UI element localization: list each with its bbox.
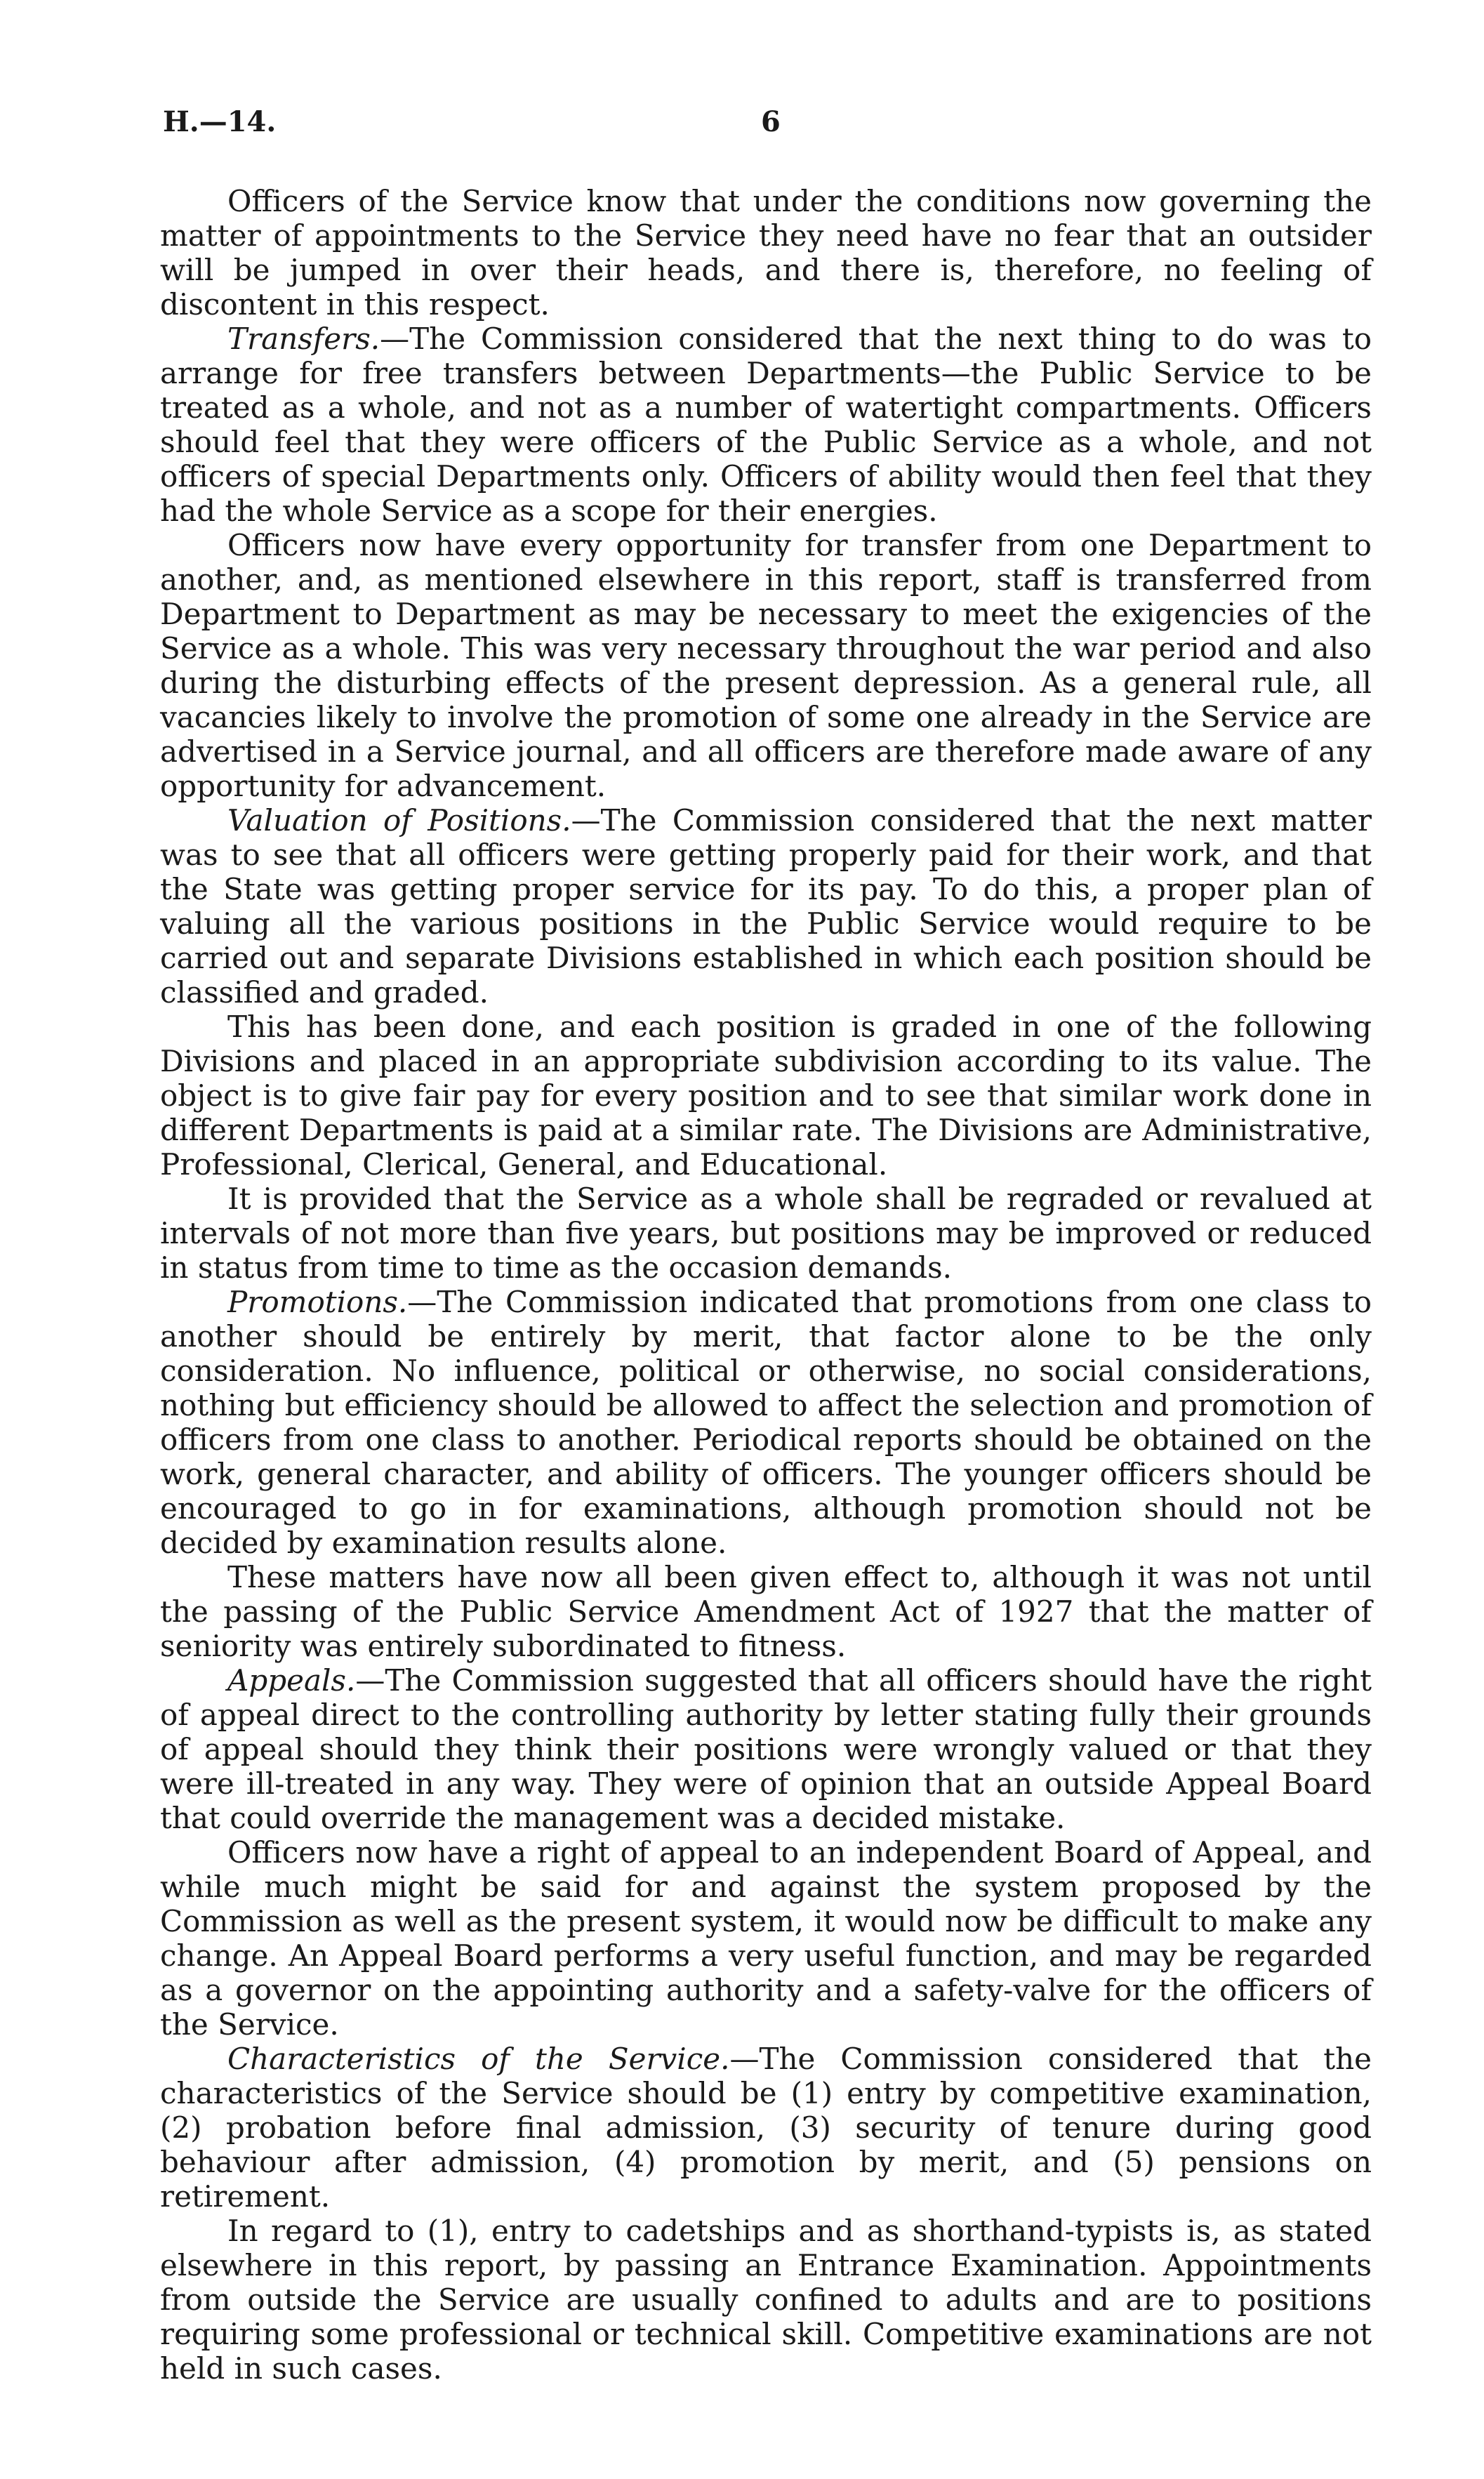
paragraph-heading: Appeals. (227, 1663, 356, 1698)
paragraph-text: Officers of the Service know that under the conditions now governing the matter of appointments to the Service they need have no fear that an outsider will be jumped in over their heads, and there is, therefore, no feeling of discontent in this respect. (160, 184, 1372, 322)
paragraph-heading: Characteristics of the Service. (227, 2042, 730, 2076)
paragraph-text: It is provided that the Service as a whole shall be regraded or revalued at intervals of not more than five years, but positions may be improved or reduced in status from time to time as the occasion demands. (160, 1182, 1372, 1285)
body-text (160, 184, 1372, 2386)
paragraph (160, 1560, 1372, 1663)
paragraph-text: —The Commission considered that the next matter was to see that all officers were getting properly paid for their work, and that the State was getting proper service for its pay. To do this, a proper plan of valuing all the various positions in the Public Service would require to be carried out and separate Divisions established in which each position should be classified and graded. (160, 803, 1372, 1010)
paragraph-text: —The Commission indicated that promotions from one class to another should be entirely by merit, that factor alone to be the only consideration. No influence, political or otherwise, no social considerations, nothing but efficiency should be allowed to affect the selection and promotion of officers from one class to another. Periodical reports should be obtained on the work, general character, and ability of officers. The younger officers should be encouraged to go in for examinations, although promotion should not be decided by examination results alone. (160, 1285, 1372, 1560)
paragraph-text: These matters have now all been given effect to, although it was not until the passing of the Public Service Amendment Act of 1927 that the matter of seniority was entirely subordinated to fitness. (160, 1560, 1372, 1663)
paragraph-heading: Valuation of Positions. (227, 803, 571, 838)
paragraph-text: —The Commission considered that the characteristics of the Service should be (1) entry by competitive examination, (2) probation before final admission, (3) security of tenure during good behaviour after admission, (4) promotion by merit, and (5) pensions on retirement. (160, 2042, 1372, 2214)
paragraph (160, 1663, 1372, 1835)
page-header (163, 105, 1370, 147)
paragraph-text: Officers now have a right of appeal to an independent Board of Appeal, and while much might be said for and against the system proposed by the Commission as well as the present system, it would now be difficult to make any change. An Appeal Board performs a very useful function, and may be regarded as a governor on the appointing authority and a safety-valve for the officers of the Service. (160, 1835, 1372, 2042)
paragraph (160, 2214, 1372, 2386)
paragraph (160, 528, 1372, 803)
paragraph (160, 803, 1372, 1010)
paragraph-text: —The Commission considered that the next thing to do was to arrange for free transfers between Departments—the Public Service to be treated as a whole, and not as a number of watertight compartments. Officers should feel that they were officers of the Public Service as a whole, and not officers of special Departments only. Officers of ability would then feel that they had the whole Service as a scope for their energies. (160, 322, 1372, 528)
page-number: 6 (761, 105, 781, 138)
paragraph-heading: Promotions. (227, 1285, 408, 1319)
paragraph-text: In regard to (1), entry to cadetships and as shorthand-typists is, as stated elsewhere in this report, by passing an Entrance Examination. Appointments from outside the Service are usually confined to adults and are to positions requiring some professional or technical skill. Competitive examinations are not held in such cases. (160, 2214, 1372, 2386)
paragraph (160, 1835, 1372, 2042)
paragraph (160, 2042, 1372, 2214)
paragraph (160, 1285, 1372, 1560)
paragraph-text: Officers now have every opportunity for transfer from one Department to another, and, as mentioned elsewhere in this report, staff is transferred from Department to Department as may be necessary to meet the exigencies of the Service as a whole. This was very necessary throughout the war period and also during the disturbing effects of the present depression. As a general rule, all vacancies likely to involve the promotion of some one already in the Service are advertised in a Service journal, and all officers are therefore made aware of any opportunity for advancement. (160, 528, 1372, 803)
document-reference: H.—14. (163, 105, 277, 138)
paragraph (160, 184, 1372, 322)
paragraph-heading: Transfers. (227, 322, 380, 356)
paragraph (160, 1010, 1372, 1182)
paragraph (160, 1182, 1372, 1285)
paragraph-text: —The Commission suggested that all officers should have the right of appeal direct to the controlling authority by letter stating fully their grounds of appeal should they think their positions were wrongly valued or that they were ill-treated in any way. They were of opinion that an outside Appeal Board that could override the management was a decided mistake. (160, 1663, 1372, 1835)
paragraph-text: This has been done, and each position is graded in one of the following Divisions and placed in an appropriate subdivision according to its value. The object is to give fair pay for every position and to see that similar work done in different Departments is paid at a similar rate. The Divisions are Administrative, Professional, Clerical, General, and Educational. (160, 1010, 1372, 1182)
paragraph (160, 322, 1372, 528)
